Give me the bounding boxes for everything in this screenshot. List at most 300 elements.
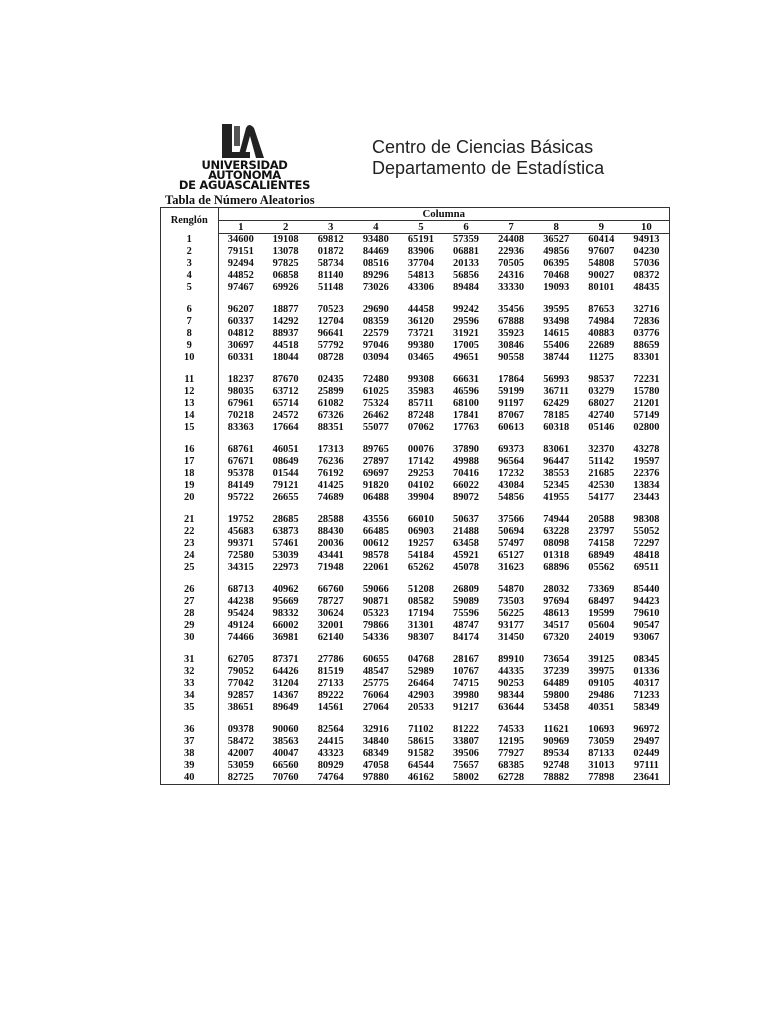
random-number-cell: 73369: [588, 584, 615, 595]
random-number-cell: 28167: [453, 654, 479, 665]
spacer-cell: [218, 504, 669, 514]
random-number-cell: 09105: [588, 678, 615, 689]
random-number-cell: 31013: [588, 760, 615, 771]
row-label: 23: [161, 538, 218, 550]
random-number-cell: 60331: [227, 352, 254, 363]
row-label: 21: [161, 514, 218, 526]
random-number-cell: 94423: [633, 596, 660, 607]
random-number-cell: 42903: [407, 690, 434, 701]
random-number-cell: 65127: [498, 550, 525, 561]
random-number-cell: 60414: [588, 234, 615, 245]
random-number-cell: 53039: [272, 550, 299, 561]
table-row: [161, 620, 669, 632]
random-number-cell: 63228: [543, 526, 570, 537]
random-number-cell: 48435: [633, 282, 660, 293]
random-number-cell: 27064: [362, 702, 389, 713]
random-number-cell: 93480: [362, 234, 389, 245]
random-number-cell: 62705: [227, 654, 254, 665]
random-number-cell: 43278: [633, 444, 660, 455]
random-number-cell: 66010: [407, 514, 434, 525]
random-number-cell: 90547: [633, 620, 660, 631]
row-label: 6: [161, 304, 218, 316]
random-number-cell: 40883: [588, 328, 615, 339]
row-label: 11: [161, 374, 218, 386]
random-number-cell: 70523: [317, 304, 344, 315]
random-number-cell: 66022: [453, 480, 479, 491]
random-number-cell: 34840: [362, 736, 389, 747]
random-number-cell: 75596: [453, 608, 479, 619]
column-number-header: 3: [308, 221, 353, 234]
row-label: 34: [161, 690, 218, 702]
row-label: 3: [161, 258, 218, 270]
random-number-cell: 96564: [498, 456, 525, 467]
random-number-cell: 46051: [272, 444, 299, 455]
random-number-cell: 59199: [498, 386, 525, 397]
random-number-cell: 65191: [407, 234, 434, 245]
table-row: [161, 584, 669, 596]
table-row: [161, 340, 669, 352]
row-label: 33: [161, 678, 218, 690]
table-row: [161, 444, 669, 456]
random-number-cell: 32370: [588, 444, 615, 455]
random-number-cell: 80101: [588, 282, 615, 293]
random-number-cell: 70468: [543, 270, 570, 281]
random-number-cell: 97111: [634, 760, 659, 771]
random-number-cell: 37704: [407, 258, 434, 269]
random-number-cell: 69926: [272, 282, 299, 293]
random-number-cell: 09378: [227, 724, 254, 735]
random-number-cell: 68896: [543, 562, 570, 573]
random-number-cell: 87248: [407, 410, 434, 421]
table-row: [161, 492, 669, 504]
random-number-cell: 19108: [272, 234, 299, 245]
random-number-cell: 54813: [407, 270, 434, 281]
random-number-cell: 38553: [543, 468, 570, 479]
random-number-cell: 01872: [317, 246, 344, 257]
random-number-cell: 87067: [498, 410, 525, 421]
random-number-cell: 49988: [453, 456, 479, 467]
random-number-cell: 45078: [453, 562, 479, 573]
random-number-cell: 78882: [543, 772, 570, 783]
table-row: [161, 562, 669, 574]
random-number-cell: 73721: [407, 328, 434, 339]
column-number-header: 8: [534, 221, 579, 234]
spacer-cell: [218, 714, 669, 724]
random-number-cell: 61082: [317, 398, 344, 409]
random-number-cell: 38651: [227, 702, 254, 713]
random-number-cell: 29596: [453, 316, 479, 327]
random-number-cell: 57359: [453, 234, 479, 245]
random-number-cell: 91820: [362, 480, 389, 491]
random-number-cell: 11621: [543, 724, 569, 735]
random-number-cell: 76064: [362, 690, 389, 701]
random-number-cell: 55077: [362, 422, 389, 433]
random-number-cell: 81222: [453, 724, 479, 735]
random-number-cell: 17763: [453, 422, 479, 433]
random-number-cell: 51208: [407, 584, 434, 595]
random-number-cell: 92748: [543, 760, 570, 771]
random-number-cell: 20588: [588, 514, 615, 525]
random-number-cell: 43323: [317, 748, 344, 759]
random-number-cell: 04102: [407, 480, 434, 491]
random-number-cell: 32716: [633, 304, 660, 315]
random-number-cell: 17142: [407, 456, 434, 467]
random-number-cell: 44238: [227, 596, 254, 607]
group-spacer: [161, 574, 669, 584]
spacer-cell: [161, 714, 218, 724]
random-number-cell: 74466: [227, 632, 254, 643]
logo-line-2: DE AGUASCALIENTES: [178, 178, 311, 192]
table-row: [161, 514, 669, 526]
random-number-cell: 27897: [362, 456, 389, 467]
random-number-cell: 27133: [317, 678, 344, 689]
random-number-cell: 29497: [633, 736, 660, 747]
random-number-cell: 31623: [498, 562, 525, 573]
row-label: 40: [161, 772, 218, 784]
random-number-cell: 26462: [362, 410, 389, 421]
random-number-cell: 05323: [362, 608, 389, 619]
random-number-cell: 92857: [227, 690, 254, 701]
random-number-cell: 27786: [317, 654, 344, 665]
random-number-cell: 32001: [317, 620, 344, 631]
random-number-cell: 67320: [543, 632, 570, 643]
random-number-cell: 76192: [317, 468, 344, 479]
random-number-cell: 48547: [362, 666, 389, 677]
random-number-cell: 62728: [498, 772, 525, 783]
table-body: [161, 234, 669, 785]
random-number-cell: 67888: [498, 316, 525, 327]
random-number-cell: 79610: [633, 608, 660, 619]
random-number-cell: 08516: [362, 258, 389, 269]
random-number-cell: 35923: [498, 328, 525, 339]
random-number-cell: 15780: [633, 386, 660, 397]
random-number-cell: 37566: [498, 514, 525, 525]
random-number-cell: 68761: [227, 444, 254, 455]
row-label: 4: [161, 270, 218, 282]
spacer-cell: [218, 364, 669, 374]
random-number-cell: 26809: [453, 584, 479, 595]
random-number-cell: 51148: [318, 282, 344, 293]
random-number-cell: 49856: [543, 246, 570, 257]
random-number-cell: 33330: [498, 282, 525, 293]
random-number-cell: 82725: [227, 772, 254, 783]
random-number-cell: 22973: [272, 562, 299, 573]
random-number-cell: 44852: [227, 270, 254, 281]
random-number-cell: 93177: [498, 620, 525, 631]
random-number-cell: 74689: [317, 492, 344, 503]
random-number-cell: 42530: [588, 480, 615, 491]
random-number-cell: 90871: [362, 596, 389, 607]
group-spacer: [161, 714, 669, 724]
random-number-cell: 06395: [543, 258, 570, 269]
random-number-cell: 22376: [633, 468, 660, 479]
row-label: 17: [161, 456, 218, 468]
random-number-cell: 89910: [498, 654, 525, 665]
random-number-cell: 97607: [588, 246, 615, 257]
random-number-cell: 74715: [453, 678, 479, 689]
random-number-cell: 55052: [633, 526, 660, 537]
random-number-cell: 12195: [498, 736, 525, 747]
random-number-cell: 60613: [498, 422, 525, 433]
table-row: [161, 724, 669, 736]
row-label: 13: [161, 398, 218, 410]
spacer-cell: [161, 434, 218, 444]
random-number-cell: 06488: [362, 492, 389, 503]
random-number-cell: 59800: [543, 690, 570, 701]
random-number-cell: 97046: [362, 340, 389, 351]
random-number-cell: 24408: [498, 234, 525, 245]
row-label: 10: [161, 352, 218, 364]
random-number-cell: 89484: [453, 282, 479, 293]
random-number-cell: 08372: [633, 270, 660, 281]
random-number-cell: 73026: [362, 282, 389, 293]
spacer-cell: [218, 574, 669, 584]
random-number-cell: 22579: [362, 328, 389, 339]
group-spacer: [161, 294, 669, 304]
random-number-cell: 19597: [633, 456, 660, 467]
random-number-cell: 43556: [362, 514, 389, 525]
random-number-cell: 00076: [407, 444, 434, 455]
random-number-cell: 53458: [543, 702, 570, 713]
random-number-cell: 83906: [407, 246, 434, 257]
random-number-cell: 72297: [633, 538, 660, 549]
random-number-cell: 39506: [453, 748, 479, 759]
university-emblem-icon: [172, 122, 317, 162]
random-number-cell: 53059: [227, 760, 254, 771]
random-number-cell: 93498: [543, 316, 570, 327]
random-number-cell: 38744: [543, 352, 570, 363]
random-number-cell: 35456: [498, 304, 525, 315]
random-number-cell: 45683: [227, 526, 254, 537]
random-number-cell: 88937: [272, 328, 299, 339]
random-number-cell: 74764: [317, 772, 344, 783]
random-number-cell: 80929: [317, 760, 344, 771]
row-label: 29: [161, 620, 218, 632]
random-number-cell: 66485: [362, 526, 389, 537]
row-label: 26: [161, 584, 218, 596]
random-number-cell: 14615: [543, 328, 570, 339]
random-number-cell: 99371: [227, 538, 254, 549]
random-number-cell: 21685: [588, 468, 615, 479]
table-row: [161, 760, 669, 772]
random-number-cell: 23443: [633, 492, 660, 503]
random-number-cell: 91217: [453, 702, 479, 713]
random-number-cell: 78185: [543, 410, 570, 421]
random-number-cell: 08728: [317, 352, 344, 363]
random-number-cell: 98308: [633, 514, 660, 525]
table-row: [161, 632, 669, 644]
table-row: [161, 398, 669, 410]
random-number-cell: 71233: [633, 690, 660, 701]
random-number-table: [160, 207, 670, 785]
random-number-cell: 30697: [227, 340, 254, 351]
random-number-cell: 58615: [407, 736, 434, 747]
random-number-cell: 76236: [317, 456, 344, 467]
row-label: 19: [161, 480, 218, 492]
random-number-cell: 99380: [407, 340, 434, 351]
random-number-cell: 33807: [453, 736, 479, 747]
random-number-grid: [161, 208, 669, 784]
random-number-cell: 87371: [272, 654, 299, 665]
random-number-cell: 71102: [408, 724, 434, 735]
random-number-cell: 36711: [543, 386, 569, 397]
random-number-cell: 87653: [588, 304, 615, 315]
table-row: [161, 258, 669, 270]
random-number-cell: 85711: [408, 398, 434, 409]
random-number-cell: 36120: [407, 316, 434, 327]
random-number-cell: 90558: [498, 352, 525, 363]
university-logo-text: [172, 160, 317, 190]
random-number-cell: 93067: [633, 632, 660, 643]
random-number-cell: 57497: [498, 538, 525, 549]
random-number-cell: 89072: [453, 492, 479, 503]
group-spacer: [161, 364, 669, 374]
random-number-cell: 69373: [498, 444, 525, 455]
random-number-cell: 98307: [407, 632, 434, 643]
random-number-cell: 61025: [362, 386, 389, 397]
random-number-cell: 66760: [317, 584, 344, 595]
random-number-cell: 89296: [362, 270, 389, 281]
random-number-cell: 41425: [317, 480, 344, 491]
random-number-cell: 46162: [407, 772, 434, 783]
random-number-cell: 37239: [543, 666, 570, 677]
random-number-cell: 60337: [227, 316, 254, 327]
row-header: Renglón: [161, 208, 218, 234]
table-row: [161, 538, 669, 550]
table-row: [161, 690, 669, 702]
random-number-cell: 08582: [407, 596, 434, 607]
random-number-cell: 34315: [227, 562, 254, 573]
column-group-header: Columna: [218, 208, 669, 221]
random-number-cell: 39980: [453, 690, 479, 701]
random-number-cell: 63712: [272, 386, 299, 397]
random-number-cell: 79866: [362, 620, 389, 631]
random-number-cell: 68027: [588, 398, 615, 409]
random-number-cell: 68497: [588, 596, 615, 607]
random-number-cell: 73503: [498, 596, 525, 607]
random-number-cell: 40962: [272, 584, 299, 595]
table-row: [161, 666, 669, 678]
random-number-cell: 39125: [588, 654, 615, 665]
random-number-cell: 05146: [588, 422, 615, 433]
random-number-cell: 22936: [498, 246, 525, 257]
random-number-cell: 55406: [543, 340, 570, 351]
random-number-cell: 34517: [543, 620, 570, 631]
random-number-cell: 67671: [227, 456, 254, 467]
random-number-cell: 59066: [362, 584, 389, 595]
random-number-cell: 69697: [362, 468, 389, 479]
spacer-cell: [161, 504, 218, 514]
title-line-1: Centro de Ciencias Básicas: [372, 137, 594, 157]
random-number-cell: 04230: [633, 246, 660, 257]
random-number-cell: 77927: [498, 748, 525, 759]
random-number-cell: 36527: [543, 234, 570, 245]
random-number-cell: 88659: [633, 340, 660, 351]
random-number-cell: 28588: [317, 514, 344, 525]
random-number-cell: 02449: [633, 748, 660, 759]
random-number-cell: 77042: [227, 678, 254, 689]
random-number-cell: 89649: [272, 702, 299, 713]
random-number-cell: 97694: [543, 596, 570, 607]
random-number-cell: 84174: [453, 632, 479, 643]
random-number-cell: 14561: [317, 702, 344, 713]
random-number-cell: 83061: [543, 444, 570, 455]
spacer-cell: [161, 364, 218, 374]
row-label: 2: [161, 246, 218, 258]
row-label: 9: [161, 340, 218, 352]
random-number-cell: 43441: [317, 550, 344, 561]
column-number-header: 7: [489, 221, 534, 234]
random-number-cell: 14292: [272, 316, 299, 327]
random-number-cell: 05604: [588, 620, 615, 631]
random-number-cell: 43306: [407, 282, 434, 293]
random-number-cell: 01336: [633, 666, 660, 677]
random-number-cell: 62429: [543, 398, 570, 409]
random-number-cell: 20133: [453, 258, 479, 269]
spacer-cell: [218, 644, 669, 654]
random-number-cell: 96641: [317, 328, 344, 339]
table-row: [161, 526, 669, 538]
row-label: 16: [161, 444, 218, 456]
random-number-cell: 54808: [588, 258, 615, 269]
random-number-cell: 50694: [498, 526, 525, 537]
random-number-cell: 19257: [407, 538, 434, 549]
random-number-cell: 60655: [362, 654, 389, 665]
random-number-cell: 31301: [407, 620, 434, 631]
random-number-cell: 39975: [588, 666, 615, 677]
random-number-cell: 18237: [227, 374, 254, 385]
random-number-cell: 44458: [407, 304, 434, 315]
random-number-cell: 25899: [317, 386, 344, 397]
random-number-cell: 67326: [317, 410, 344, 421]
row-label: 30: [161, 632, 218, 644]
random-number-cell: 96207: [227, 304, 254, 315]
random-number-cell: 48613: [543, 608, 570, 619]
random-number-cell: 31450: [498, 632, 525, 643]
random-number-cell: 70505: [498, 258, 525, 269]
random-number-cell: 34600: [227, 234, 254, 245]
random-number-cell: 41955: [543, 492, 570, 503]
random-number-cell: 73654: [543, 654, 570, 665]
row-label: 7: [161, 316, 218, 328]
random-number-cell: 30624: [317, 608, 344, 619]
random-number-cell: 79052: [227, 666, 254, 677]
random-number-cell: 11275: [588, 352, 614, 363]
random-number-cell: 54177: [588, 492, 615, 503]
random-number-cell: 04768: [407, 654, 434, 665]
random-number-cell: 12704: [317, 316, 344, 327]
random-number-cell: 31921: [453, 328, 479, 339]
random-number-cell: 03776: [633, 328, 660, 339]
random-number-cell: 24415: [317, 736, 344, 747]
random-number-cell: 26464: [407, 678, 434, 689]
random-number-cell: 95378: [227, 468, 254, 479]
random-number-cell: 18044: [272, 352, 299, 363]
random-number-cell: 59089: [453, 596, 479, 607]
random-number-cell: 84149: [227, 480, 254, 491]
row-label: 28: [161, 608, 218, 620]
group-spacer: [161, 504, 669, 514]
random-number-cell: 84469: [362, 246, 389, 257]
random-number-cell: 74533: [498, 724, 525, 735]
random-number-cell: 37890: [453, 444, 479, 455]
random-number-cell: 50637: [453, 514, 479, 525]
row-label: 27: [161, 596, 218, 608]
random-number-cell: 57792: [317, 340, 344, 351]
random-number-cell: 85440: [633, 584, 660, 595]
row-label: 38: [161, 748, 218, 760]
random-number-cell: 70416: [453, 468, 479, 479]
